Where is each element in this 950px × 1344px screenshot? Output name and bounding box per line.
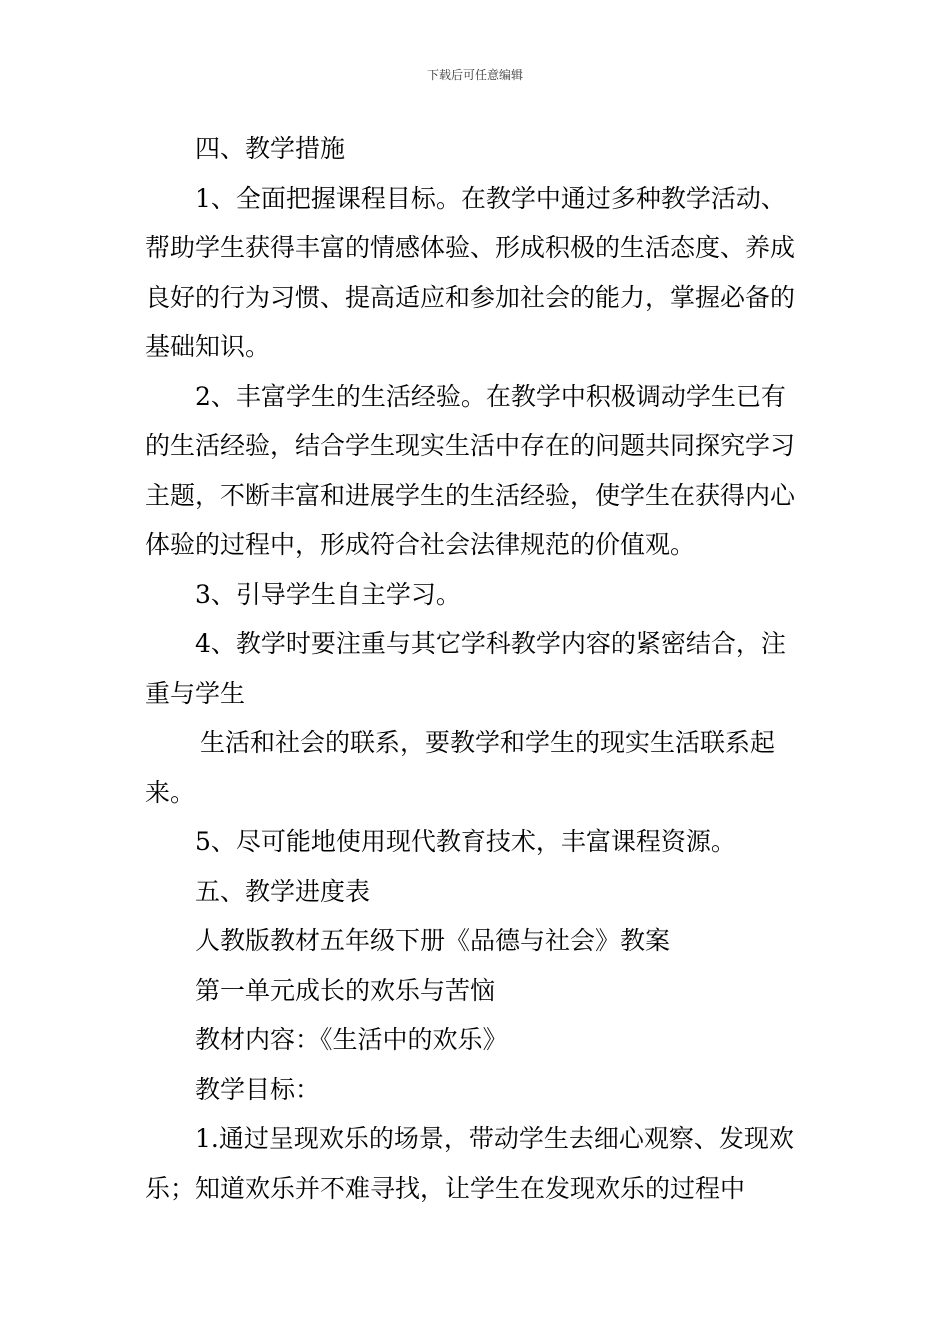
- paragraph-measure-2: 2、丰富学生的生活经验。在教学中积极调动学生已有的生活经验，结合学生现实生活中存在的问题共同探究学习主题，不断丰富和进展学生的生活经验，使学生在获得内心体验的过程中，形成符合社会法律规范的价值观。: [145, 381, 796, 559]
- document-body: [145, 124, 810, 1213]
- paragraph-measure-4: 4、教学时要注重与其它学科教学内容的紧密结合，注重与学生: [145, 629, 786, 708]
- paragraph-measure-1: 1、全面把握课程目标。在教学中通过多种教学活动、帮助学生获得丰富的情感体验、形成积极的生活态度、养成良好的行为习惯、提高适应和参加社会的能力，掌握必备的基础知识。: [145, 183, 796, 361]
- paragraph-measure-5: 5、尽可能地使用现代教育技术，丰富课程资源。: [195, 827, 736, 856]
- paragraph-measure-3: 3、引导学生自主学习。: [195, 579, 461, 609]
- material-content: 教材内容：《生活中的欢乐》: [195, 1025, 508, 1054]
- paragraph-measure-4-continued: 生活和社会的联系，要教学和学生的现实生活联系起来。: [145, 728, 776, 807]
- teaching-goals-label: 教学目标：: [195, 1074, 321, 1104]
- teaching-goal-1: 1.通过呈现欢乐的场景，带动学生去细心观察、发现欢乐；知道欢乐并不难寻找，让学生在发现欢乐的过程中: [145, 1124, 794, 1203]
- lesson-plan-title: 人教版教材五年级下册《品德与社会》教案: [195, 926, 671, 955]
- unit-title: 第一单元成长的欢乐与苦恼: [195, 975, 496, 1005]
- section-heading-schedule: 五、教学进度表: [195, 876, 371, 906]
- page-header: 下载后可任意编辑: [426, 68, 523, 82]
- section-heading-measures: 四、教学措施: [195, 134, 346, 163]
